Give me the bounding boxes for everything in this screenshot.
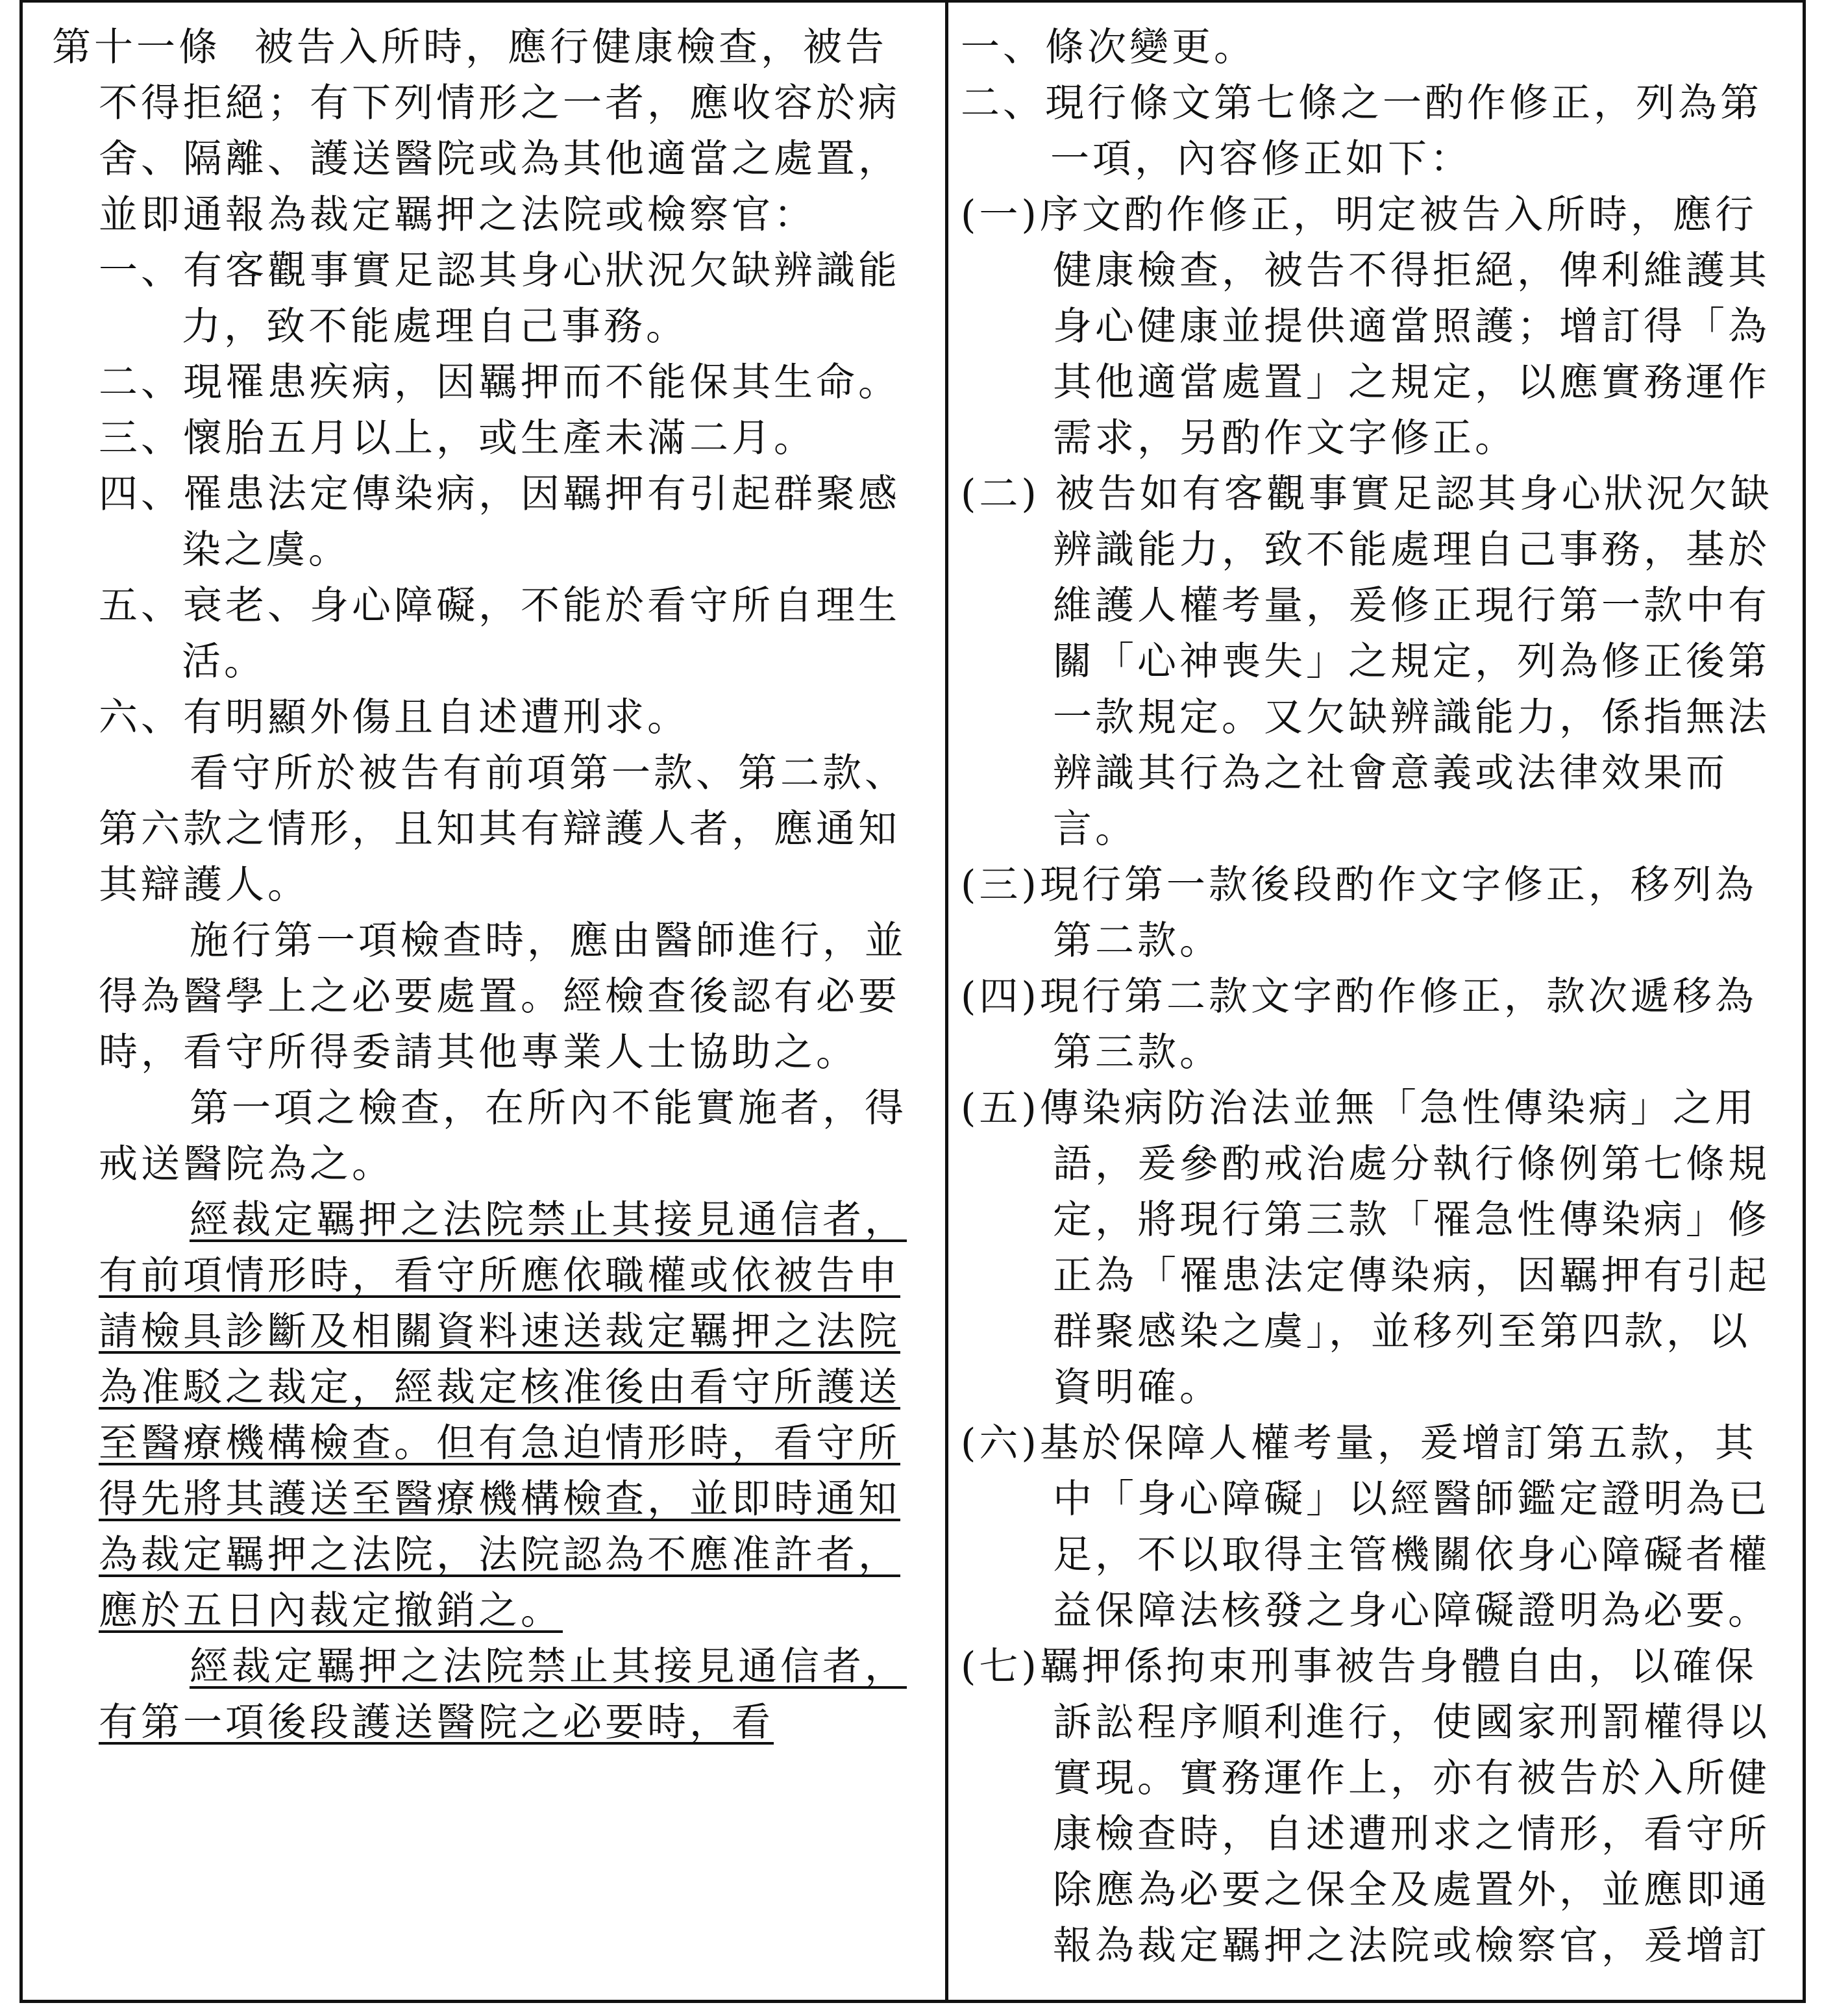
explanation-item: 二、現行條文第七條之一酌作修正，列為第一項，內容修正如下： [961,81,1762,182]
explanation-subitem: (四)現行第二款文字酌作修正，款次遞移為第三款。 [961,974,1757,1075]
explanation-subitem: (一)序文酌作修正，明定被告入所時，應行健康檢查，被告不得拒絕，俾利維護其身心健康並提供適當照護；增訂得「為其他適當處置」之規定，以應實務運作需求，另酌作文字修正。 [961,192,1770,461]
list-item: 一、有客觀事實足認其身心狀況欠缺辨識能力，致不能處理自己事務。 [99,248,900,349]
paragraph-2: 看守所於被告有前項第一款、第二款、第六款之情形，且知其有辯護人者，應通知其辯護人。 [99,751,907,908]
amended-text-column [52,19,922,1750]
explanation-column [961,19,1792,1974]
list-item: 六、有明顯外傷且自述遭刑求。 [99,695,689,740]
column-divider [945,0,948,2003]
list-item: 二、現罹患疾病，因羈押而不能保其生命。 [99,360,900,405]
list-item: 三、懷胎五月以上，或生產未滿二月。 [99,416,816,461]
paragraph-4: 第一項之檢查，在所內不能實施者，得戒送醫院為之。 [99,1086,907,1187]
article-intro: 被告入所時，應行健康檢查，被告不得拒絕；有下列情形之一者，應收容於病舍、隔離、護送醫院或為其他適當之處置，並即通報為裁定羈押之法院或檢察官： [99,25,900,238]
article-number: 第十一條 [52,25,221,70]
explanation-subitem: (七)羈押係拘束刑事被告身體自由，以確保訴訟程序順利進行，使國家刑罰權得以實現。實務運作上，亦有被告於入所健康檢查時，自述遭刑求之情形，看守所除應為必要之保全及處置外，並應即通報為裁定羈押之法院或檢察官，爰增訂 [961,1644,1770,1969]
paragraph-3: 施行第一項檢查時，應由醫師進行，並得為醫學上之必要處置。經檢查後認有必要時，看守所得委請其他專業人士協助之。 [99,918,907,1075]
explanation-subitem: (六)基於保障人權考量，爰增訂第五款，其中「身心障礙」以經醫師鑑定證明為已足，不以取得主管機關依身心障礙者權益保障法核發之身心障礙證明為必要。 [961,1421,1770,1634]
list-item: 四、罹患法定傳染病，因羈押有引起群聚感染之虞。 [99,471,900,573]
article-heading [52,19,922,243]
explanation-subitem: (二) 被告如有客觀事實足認其身心狀況欠缺辨識能力，致不能處理自己事務，基於維護人權考量，爰修正現行第一款中有關「心神喪失」之規定，列為修正後第一款規定。又欠缺辨識能力，係指無法辨識其行為之社會意義或法律效果而言。 [961,471,1773,852]
explanation-subitem: (三)現行第一款後段酌作文字修正，移列為第二款。 [961,862,1757,964]
paragraph-5-underlined: 經裁定羈押之法院禁止其接見通信者，有前項情形時，看守所應依職權或依被告申請檢具診斷及相關資料速送裁定羈押之法院為准駁之裁定，經裁定核准後由看守所護送至醫療機構檢查。但有急迫情形時，看守所得先將其護送至醫療機構檢查，並即時通知為裁定羈押之法院，法院認為不應准許者，應於五日內裁定撤銷之。 [99,1197,907,1634]
explanation-item: 一、條次變更。 [961,25,1256,70]
explanation-subitem: (五)傳染病防治法並無「急性傳染病」之用語，爰參酌戒治處分執行條例第七條規定，將現行第三款「罹急性傳染病」修正為「罹患法定傳染病，因羈押有引起群聚感染之虞」，並移列至第四款，以資明確。 [961,1086,1770,1410]
list-item: 五、衰老、身心障礙，不能於看守所自理生活。 [99,583,900,684]
paragraph-6-underlined: 經裁定羈押之法院禁止其接見通信者，有第一項後段護送醫院之必要時，看 [99,1644,907,1745]
